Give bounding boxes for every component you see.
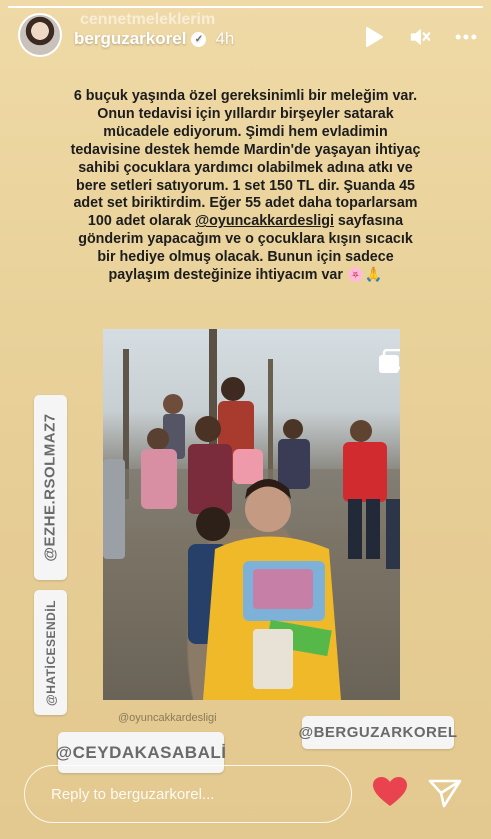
story-photo xyxy=(103,329,400,700)
mention-sticker-haticesendil[interactable]: @HATİCESENDİL xyxy=(34,590,67,715)
ghost-username: cennetmeleklerim xyxy=(80,11,216,28)
story-text xyxy=(38,88,453,285)
heart-icon[interactable] xyxy=(372,776,408,813)
text-line: tedavisine destek hemde Mardin'de yaşayan ihtiyaç xyxy=(70,141,421,158)
username[interactable]: berguzarkorel xyxy=(74,29,187,48)
more-icon[interactable] xyxy=(455,26,477,48)
text-line: sahibi çocuklara yardımcı olabilmek adına atkı ve xyxy=(78,159,413,176)
mention-sticker-ezhe[interactable]: @EZHE.RSOLMAZ7 xyxy=(34,395,67,580)
text-line-with-mention: 100 adet olarak @oyuncakkardesligi sayfasına xyxy=(87,213,404,230)
text-line: bir hediye olmuş olacak. Bunun için sadece xyxy=(97,249,394,266)
post-time: 4h xyxy=(215,29,235,48)
story-progress-bar xyxy=(8,6,483,8)
mention-link[interactable]: @oyuncakkardesligi xyxy=(195,213,334,230)
text-line: mücadele ediyorum. Şimdi hem evladimin xyxy=(103,123,388,140)
text-line: Onun tedavisi için yıllardır birşeyler satarak xyxy=(97,105,394,122)
text-line: gönderim yapacağım ve o çocuklara kışın sıcacık xyxy=(78,231,413,248)
mention-sticker-ceyda[interactable]: @CEYDAKASABALİ xyxy=(58,732,224,773)
verified-badge-icon: ✓ xyxy=(191,32,206,47)
text-line: adet set biriktirdim. Eğer 55 adet daha toparlarsam xyxy=(73,195,418,212)
text-line: bere setleri satıyorum. 1 set 150 TL dir. Şuanda 45 xyxy=(75,177,416,194)
reply-input[interactable] xyxy=(51,786,351,803)
text-line: paylaşım desteğinize ihtiyacım var 🌸🙏 xyxy=(108,267,383,284)
play-icon[interactable] xyxy=(363,26,385,48)
story-header xyxy=(18,10,477,60)
story-progress-fill xyxy=(8,6,483,8)
avatar[interactable] xyxy=(18,13,62,57)
reply-box[interactable] xyxy=(24,765,352,823)
speaker-muted-icon[interactable] xyxy=(409,26,431,48)
send-icon[interactable] xyxy=(428,778,462,813)
text-line: 6 buçuk yaşında özel gereksinimli bir meleğim var. xyxy=(73,88,418,104)
mention-sticker-berguzar[interactable]: @BERGUZARKOREL xyxy=(302,716,454,749)
photo-caption[interactable]: @oyuncakkardesligi xyxy=(118,712,217,724)
